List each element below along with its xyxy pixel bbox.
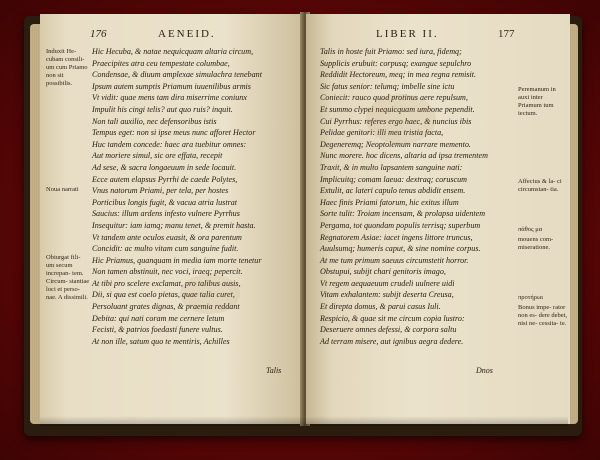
catchword: Talis	[266, 366, 282, 375]
page-number: 176	[90, 28, 107, 40]
margin-note: Affectus & la- ci circumstan- tia.	[518, 178, 562, 193]
verse-line: Ipsum autem sumptis Priamum iuuenilibus armis	[92, 81, 251, 91]
verse-line: At non ille, satum quo te mentiris, Achilles	[92, 336, 230, 346]
paper-stain	[366, 94, 436, 144]
verse-line: Saucius: illum ardens infesto vulnere Pyrrhus	[92, 209, 240, 219]
verse-line: Ad sese, & sacra longaeuum in sede locauit.	[92, 162, 237, 172]
verse-line: Obstupui, subijt chari genitoris imago,	[320, 267, 446, 277]
margin-note: Peremanum in auxi inter Priamum tum iectum.	[518, 86, 556, 117]
verse-line: Et direpta domus, & parui casus Iuli.	[320, 302, 441, 312]
verse-line: Vt regem aequaeuum crudeli uulnere uidi	[320, 278, 455, 288]
verse-line: Et summo clypei nequicquam umbone pependit.	[320, 104, 475, 114]
verse-line: Praecipites atra ceu tempestate columbae,	[92, 58, 230, 68]
verse-line: Vt tandem ante oculos euasit, & ora parentum	[92, 232, 242, 242]
verse-line: Impulit his cingi telis? aut quo ruis? inquit.	[92, 104, 233, 114]
margin-note: Induxit He- cubam consili- um cum Priamo non sit possibilis.	[46, 48, 88, 87]
verse-line: Hic Priamus, quanquam in media iam morte tenetur	[92, 255, 262, 265]
verse-line: Nunc morere. hoc dicens, altaria ad ipsa trementem	[320, 151, 488, 161]
page-bottom-shadow	[40, 416, 568, 426]
margin-note: mouens com- miseratione.	[518, 236, 554, 251]
verse-line: Ecce autem elapsus Pyrrhi de caede Polytes,	[92, 174, 238, 184]
verse-line: Cui Pyrrhus: referes ergo haec, & nuncius ibis	[320, 116, 472, 126]
verse-line: Debita: qui nati coram me cernere letum	[92, 313, 225, 323]
verse-line: Persoluant grates dignas, & praemia reddant	[92, 302, 240, 312]
verse-line: Tempus eget: non si ipse meus nunc afforet Hector	[92, 128, 256, 138]
verse-line: Talis in hoste fuit Priamo: sed iura, fidemq;	[320, 47, 462, 56]
verse-line: Reddidit Hectoreum, meq; in mea regna remisit.	[320, 70, 476, 80]
verse-line: Regnatorem Asiae: iacet ingens littore truncus,	[320, 232, 473, 242]
verse-line: At me tum primum saeuus circumstetit horror.	[320, 255, 469, 265]
verse-line: Fecisti, & patrios foedasti funere vultus.	[92, 325, 223, 335]
verse-line: Aut moriere simul, sic ore effata, recepit	[92, 151, 223, 161]
paper-stain	[180, 274, 240, 314]
verse-line: Condensae, & diuum amplexae simulachra tenebant	[92, 70, 262, 80]
left-page	[40, 14, 304, 424]
verse-line: At tibi pro scelere exclamat, pro talibus ausis,	[92, 278, 241, 288]
verse-line: Concidit: ac multo vitam cum sanguine fudit.	[92, 244, 239, 254]
verse-line: Haec finis Priami fatorum, hic exitus illum	[320, 197, 459, 207]
margin-note: πάθος μα	[518, 226, 543, 233]
right-page	[306, 14, 570, 424]
running-title: LIBER II.	[376, 28, 439, 40]
verse-line: Respicio, & quae sit me circum copia lustro:	[320, 313, 465, 323]
verse-line: Sorte tulit: Troiam incensam, & prolapsa uidentem	[320, 209, 486, 219]
verse-line: Ad terram misere, aut ignibus aegra dedere.	[320, 336, 464, 346]
open-book	[28, 10, 580, 436]
verse-line: Vt vidit: quae mens tam dira miserrime coniunx	[92, 93, 247, 103]
margin-note: Obiurgat fili- um secum increpan- tem. Circum- stantiae loci et perso- nae. A dissimili.	[46, 254, 90, 301]
verse-line: Extulit, ac lateri capulo tenus abdidit ensem.	[320, 186, 466, 196]
verse-text	[320, 46, 518, 347]
verse-line: Auulsumq; humeris caput, & sine nomine corpus.	[320, 244, 481, 254]
margin-note: προτήρωι	[518, 294, 544, 301]
verse-line: Hic Hecuba, & natae nequicquam altaria circum,	[92, 47, 254, 56]
verse-line: Supplicis erubuit: corpusq; exangue sepulchro	[320, 58, 472, 68]
catchword: Dnos	[476, 366, 493, 375]
verse-line: Degeneremq; Neoptolemum narrare memento.	[320, 139, 471, 149]
verse-line: Insequitur: iam iamq; manu tenet, & premit hasta.	[92, 220, 256, 230]
verse-line: Sic fatus senior: telumq; imbelle sine ictu	[320, 81, 455, 91]
running-title: AENEID.	[158, 28, 216, 40]
verse-line: Implicuitq; comam laeua: dextraq; coruscum	[320, 174, 467, 184]
verse-line: Pergama, tot quondam populis terrisq; superbum	[320, 220, 481, 230]
verse-line: Vnus natorum Priami, per tela, per hostes	[92, 186, 229, 196]
verse-line: Porticibus longis fugit, & vacua atria lustrat	[92, 197, 238, 207]
page-number: 177	[498, 28, 515, 40]
margin-note: Noua narrati	[46, 186, 79, 193]
verse-line: Non tali auxilio, nec defensoribus istis	[92, 116, 217, 126]
verse-line: Traxit, & in multo lapsantem sanguine nati:	[320, 162, 463, 172]
verse-line: Dii, si qua est coelo pietas, quae talia curet,	[92, 290, 235, 300]
verse-line: Coniecit: rauco quod protinus aere repulsum,	[320, 93, 468, 103]
margin-note: Bonus impe- rator non es- dere debet, nisi ne- cessita- te.	[518, 304, 568, 327]
verse-line: Vitam exhalantem: subijt deserta Creusa,	[320, 290, 454, 300]
verse-line: Deseruere omnes defessi, & corpora saltu	[320, 325, 457, 335]
verse-line: Huc tandem concede: haec ara tuebitur omnes:	[92, 139, 247, 149]
verse-line: Non tamen abstinuit, nec voci, iraeq; pepercit.	[92, 267, 243, 277]
verse-line: Pelidae genitori: illi mea tristia facta,	[320, 128, 444, 138]
